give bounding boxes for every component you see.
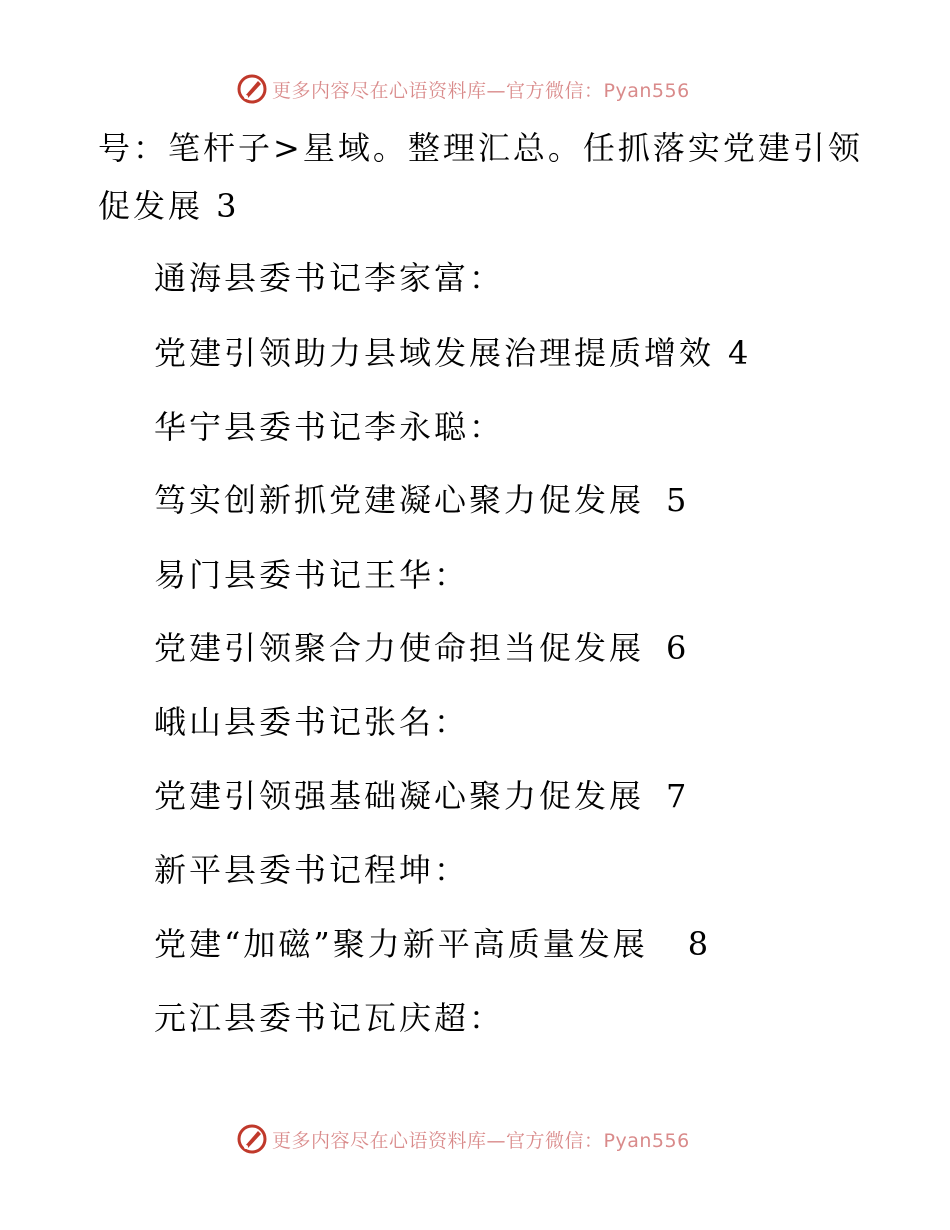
list-item	[154, 850, 469, 890]
entry-text: 党建引领助力县域发展治理提质增效	[154, 334, 715, 372]
entry-text: 党建“加磁”聚力新平高质量发展	[154, 925, 648, 963]
entry-text: 笃实创新抓党建凝心聚力促发展	[154, 481, 645, 519]
paragraph-line-1: 号：笔杆子>星域。整理汇总。任抓落实党建引领	[98, 129, 863, 167]
pen-logo-icon	[236, 1123, 268, 1155]
page-number: 6	[666, 629, 687, 667]
entry-text: 易门县委书记王华：	[154, 556, 470, 594]
page-number: 4	[728, 334, 749, 372]
list-item	[154, 702, 469, 742]
page-number: 5	[666, 481, 687, 519]
entry-text: 党建引领强基础凝心聚力促发展	[154, 777, 645, 815]
page-number: 8	[687, 925, 709, 963]
list-item	[154, 628, 686, 668]
paragraph-line-2: 促发展 3	[98, 187, 240, 225]
list-item	[154, 555, 469, 595]
entry-text: 峨山县委书记张名：	[154, 703, 470, 741]
entry-text: 新平县委书记程坤：	[154, 851, 470, 889]
entry-text: 华宁县委书记李永聪：	[154, 408, 505, 446]
list-item	[154, 258, 504, 298]
entry-text: 通海县委书记李家富：	[154, 259, 505, 297]
watermark-footer	[236, 1122, 756, 1156]
list-item	[154, 998, 504, 1038]
list-item	[154, 407, 504, 447]
list-item	[154, 480, 686, 520]
watermark-header	[236, 72, 756, 106]
watermark-text: 更多内容尽在心语资料库—官方微信：Pyan556	[272, 79, 690, 102]
entry-text: 元江县委书记瓦庆超：	[154, 999, 505, 1037]
watermark-text: 更多内容尽在心语资料库—官方微信：Pyan556	[272, 1129, 690, 1152]
list-item	[154, 333, 748, 373]
list-item	[154, 924, 708, 964]
page-number: 7	[666, 777, 687, 815]
entry-text: 党建引领聚合力使命担当促发展	[154, 629, 645, 667]
list-item	[154, 776, 686, 816]
pen-logo-icon	[236, 73, 268, 105]
